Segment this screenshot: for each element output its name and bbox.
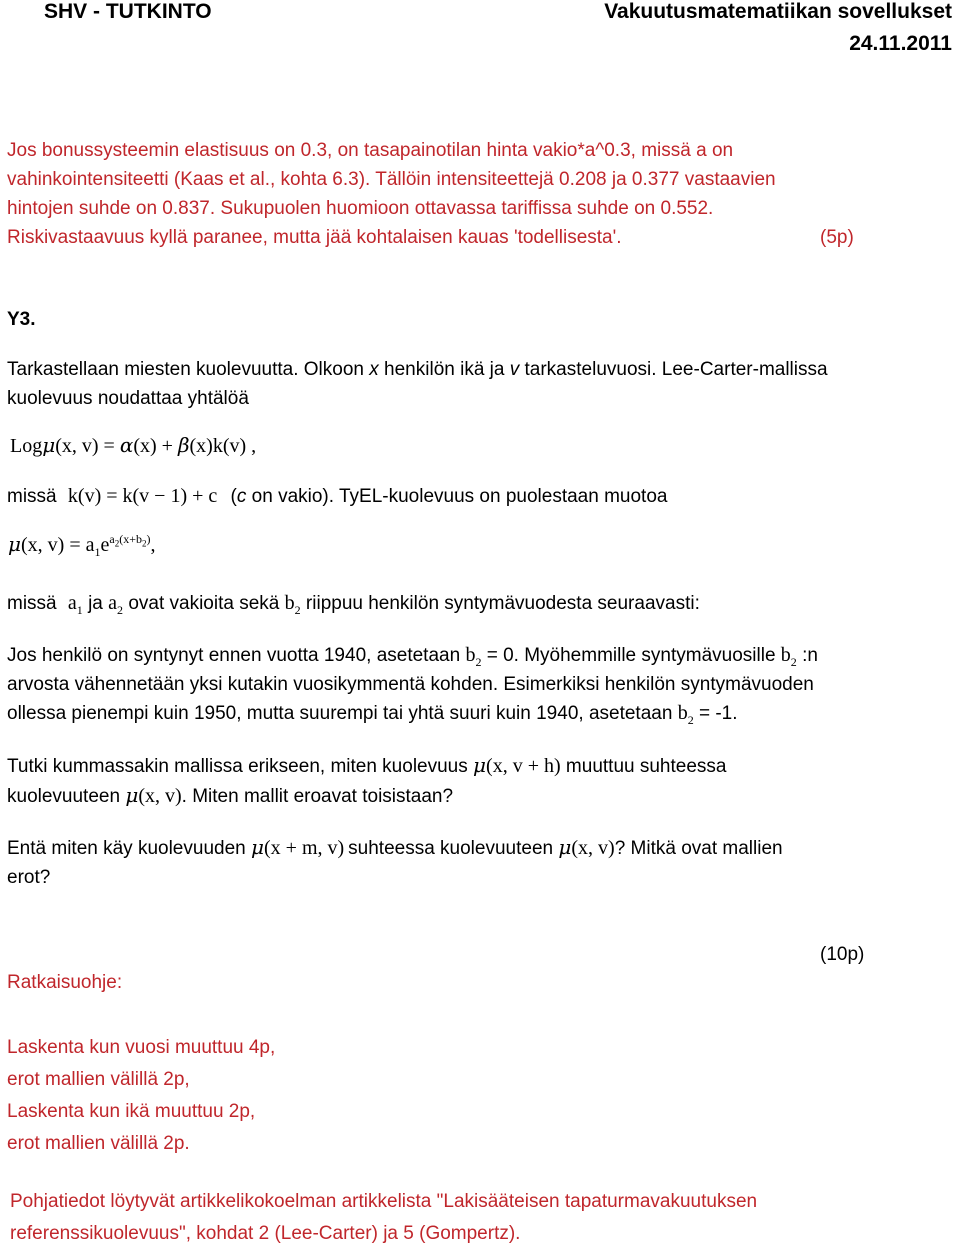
b2-sub: 2 xyxy=(294,603,301,617)
answer-line-4: Riskivastaavuus kyllä paranee, mutta jää kohtalaisen kauas 'todellisesta'. xyxy=(7,227,622,248)
var-v: v xyxy=(509,359,520,380)
kv-note-text: on vakio). TyEL-kuolevuus on puolestaan muotoa xyxy=(246,486,668,507)
source-note xyxy=(10,1186,757,1250)
e-symbol: e xyxy=(100,534,110,556)
q1-text-c: kuolevuuteen xyxy=(7,786,126,807)
mu-symbol: μ xyxy=(8,532,21,556)
question-2 xyxy=(7,833,783,892)
birth-year-rules xyxy=(7,641,818,728)
exp-c: ) xyxy=(146,532,151,547)
q1-expression xyxy=(473,755,561,777)
mu-symbol: μ xyxy=(42,433,56,457)
rule3-b2 xyxy=(677,702,694,727)
answer-line-3: hintojen suhde on 0.837. Sukupuolen huomioon ottavassa tariffissa suhde on 0.552. xyxy=(7,198,714,219)
header-course-title: Vakuutusmatematiikan sovellukset xyxy=(604,0,952,23)
exp-sub: 2 xyxy=(114,538,120,549)
q1-text-b: muuttuu suhteessa xyxy=(560,756,727,777)
beta-symbol: β xyxy=(177,433,190,457)
alpha-symbol: α xyxy=(119,433,134,457)
q1-line-2 xyxy=(7,781,726,811)
params-text-2: riippuu henkilön syntymävuodesta seuraavasti: xyxy=(300,593,700,614)
formula1-mid: (x) + xyxy=(133,435,178,457)
answer-line-1: Jos bonussysteemin elastisuus on 0.3, on tasapainotilan hinta vakio*a^0.3, missä a on xyxy=(7,140,734,161)
answer-points: (5p) xyxy=(820,227,854,248)
kv-formula: k(v) = k(v − 1) + c xyxy=(67,485,218,507)
a2-sub: 2 xyxy=(117,603,124,617)
q2-line-2: erot? xyxy=(7,867,51,888)
intro-text-c: tarkasteluvuosi. Lee-Carter-mallissa xyxy=(519,359,828,380)
rule-line-2: arvosta vähennetään yksi kutakin vuosikymmentä kohden. Esimerkiksi henkilön syntymävuoden xyxy=(7,674,814,695)
q1-text-d: . Miten mallit eroavat toisistaan? xyxy=(181,786,454,807)
a1-sub: 1 xyxy=(76,603,83,617)
q2-text-b: suhteessa kuolevuuteen xyxy=(348,838,559,859)
var-x: x xyxy=(369,359,379,380)
q1-expr-2: (x, v) xyxy=(138,785,182,807)
rule1-c: = 0. Myöhemmille syntymävuosille xyxy=(481,645,781,666)
q1-text-a: Tutki kummassakin mallissa erikseen, miten kuolevuus xyxy=(7,756,474,777)
task-label: Y3. xyxy=(7,309,36,330)
mu-symbol: μ xyxy=(251,835,264,859)
intro-text-a: Tarkastellaan miesten kuolevuutta. Olkoon xyxy=(7,359,370,380)
subscript-1: 1 xyxy=(94,545,101,559)
source-line-2: referenssikuolevuus", kohdat 2 (Lee-Carter) ja 5 (Gompertz). xyxy=(10,1223,521,1244)
mu-symbol: μ xyxy=(473,753,487,777)
q2-text-c: ? Mitkä ovat mallien xyxy=(614,838,783,859)
params-ja: ja xyxy=(82,593,109,614)
rule1-b-sub: 2 xyxy=(475,655,482,669)
exp-sub-2: 2 xyxy=(141,538,147,549)
q2-expression-2 xyxy=(558,837,614,859)
task-points: (10p) xyxy=(820,944,865,965)
kv-line xyxy=(7,482,667,511)
header-date: 24.11.2011 xyxy=(849,32,952,55)
solution-list xyxy=(7,1032,275,1160)
rule3-a: ollessa pienempi kuin 1950, mutta suurempi tai yhtä suuri kuin 1940, asetetaan xyxy=(7,703,678,724)
missa-text: missä xyxy=(7,486,57,507)
q2-text-a: Entä miten käy kuolevuuden xyxy=(7,838,251,859)
question-1 xyxy=(7,751,726,811)
a1-symbol xyxy=(67,592,83,617)
a1-letter: a xyxy=(67,592,77,614)
header-left: SHV - TUTKINTO xyxy=(44,0,212,23)
solution-item: erot mallien välillä 2p, xyxy=(7,1069,190,1090)
solution-item: erot mallien välillä 2p. xyxy=(7,1133,190,1154)
a2-symbol xyxy=(108,592,124,617)
answer-line-2: vahinkointensiteetti (Kaas et al., kohta 6.3). Tällöin intensiteettejä 0.208 ja 0.377 vastaavien xyxy=(7,169,776,190)
b2-symbol xyxy=(284,592,301,617)
previous-answer xyxy=(7,136,776,252)
q2-expr-2: (x, v) xyxy=(571,837,615,859)
mu-symbol: μ xyxy=(125,783,139,807)
kv-note-paren: ( xyxy=(230,486,237,507)
q2-expr: (x + m, v) xyxy=(264,837,345,859)
solution-item: Laskenta kun vuosi muuttuu 4p, xyxy=(7,1037,276,1058)
q2-line-1 xyxy=(7,833,783,863)
exp-b: (x+b xyxy=(119,532,142,547)
params-line xyxy=(7,589,700,618)
mu-symbol: μ xyxy=(558,835,572,859)
q1-expr: (x, v + h) xyxy=(486,755,561,777)
rule3-b-letter: b xyxy=(677,702,688,724)
var-c: c xyxy=(236,486,247,507)
intro-text-b: henkilön ikä ja xyxy=(378,359,510,380)
tyel-formula xyxy=(8,532,155,557)
rule3-b-sub: 2 xyxy=(687,713,694,727)
q2-expression xyxy=(251,837,344,859)
rule3-c: = -1. xyxy=(693,703,738,724)
rule1-b2 xyxy=(465,644,482,669)
formula1-end: (x)k(v) , xyxy=(189,435,257,457)
rule1-a: Jos henkilö on syntynyt ennen vuotta 1940, asetetaan xyxy=(7,645,466,666)
params-missa: missä xyxy=(7,593,57,614)
b2-letter: b xyxy=(284,592,295,614)
params-text-1: ovat vakioita sekä xyxy=(123,593,285,614)
formula2-args: (x, v) = a xyxy=(21,534,95,556)
lee-carter-formula xyxy=(10,433,256,458)
exponent xyxy=(109,532,151,549)
formula2-comma: , xyxy=(150,534,156,556)
task-intro xyxy=(7,355,828,413)
rule1-e: :n xyxy=(796,645,818,666)
exp-a: a xyxy=(109,532,115,547)
rule-line-1 xyxy=(7,641,818,670)
q1-expression-2 xyxy=(125,785,181,807)
solution-item: Laskenta kun ikä muuttuu 2p, xyxy=(7,1101,256,1122)
rule-line-3 xyxy=(7,699,818,728)
intro-line-1 xyxy=(7,355,828,384)
q1-line-1 xyxy=(7,751,726,781)
rule1-b2-second xyxy=(780,644,797,669)
intro-line-2: kuolevuus noudattaa yhtälöä xyxy=(7,388,249,409)
source-line-1: Pohjatiedot löytyvät artikkelikokoelman artikkelista "Lakisääteisen tapaturmavakuutuksen xyxy=(10,1191,758,1212)
solution-heading: Ratkaisuohje: xyxy=(7,972,123,993)
rule1-d-letter: b xyxy=(780,644,791,666)
a2-letter: a xyxy=(108,592,118,614)
rule1-d-sub: 2 xyxy=(790,655,797,669)
formula1-args: (x, v) = xyxy=(55,435,120,457)
log-text: Log xyxy=(10,435,43,457)
rule1-b-letter: b xyxy=(465,644,476,666)
